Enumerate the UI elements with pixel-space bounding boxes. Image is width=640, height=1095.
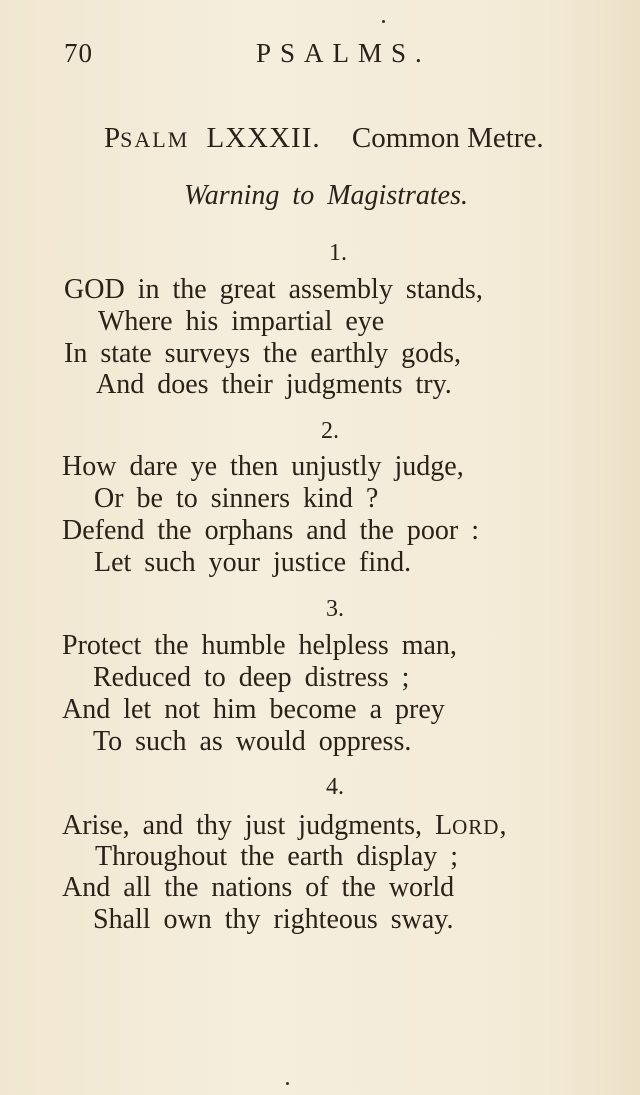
lord-rest: ORD (452, 815, 500, 839)
verse-line: In state surveys the earthly gods, (64, 338, 462, 369)
running-head: PSALMS. (256, 38, 431, 68)
verse-line: And all the nations of the world (62, 872, 455, 903)
psalm-title (104, 122, 544, 155)
verse-line: Protect the humble helpless man, (62, 630, 457, 661)
verse-line: To such as would oppress. (93, 726, 412, 757)
psalm-title-rest: SALM (120, 127, 190, 152)
verse-line (62, 810, 506, 842)
verse-line: And does their judgments try. (96, 369, 452, 400)
verse-line: Shall own thy righteous sway. (93, 904, 454, 935)
verse-line: Where his impartial eye (98, 306, 385, 337)
psalm-subtitle: Warning to Magistrates. (184, 180, 468, 211)
verse-line: Or be to sinners kind ? (94, 483, 379, 514)
psalm-title-first-letter: P (104, 122, 121, 154)
stanza-number-4: 4. (326, 774, 344, 800)
lord-small-caps (435, 810, 506, 841)
verse-line: Let such your justice find. (94, 547, 412, 578)
lord-comma: , (499, 810, 507, 841)
stanza-number-2: 2. (321, 418, 339, 444)
psalm-metre: Common Metre. (351, 122, 544, 154)
lord-first-letter: L (434, 810, 453, 841)
ink-speck (286, 1082, 289, 1085)
verse-line: Reduced to deep distress ; (93, 662, 410, 693)
verse-text: Arise, and thy just judgments, (62, 810, 422, 841)
verse-line: Throughout the earth display ; (95, 841, 459, 872)
verse-line: How dare ye then unjustly judge, (62, 451, 464, 482)
stanza-number-3: 3. (326, 596, 344, 622)
verse-line: And let not him become a prey (62, 694, 445, 725)
ink-speck (382, 20, 385, 23)
page-number: 70 (64, 38, 93, 68)
verse-line: GOD in the great assembly stands, (64, 274, 483, 305)
stanza-number-1: 1. (329, 240, 347, 266)
verse-line: Defend the orphans and the poor : (62, 515, 479, 546)
psalm-numeral: LXXXII. (206, 122, 321, 154)
